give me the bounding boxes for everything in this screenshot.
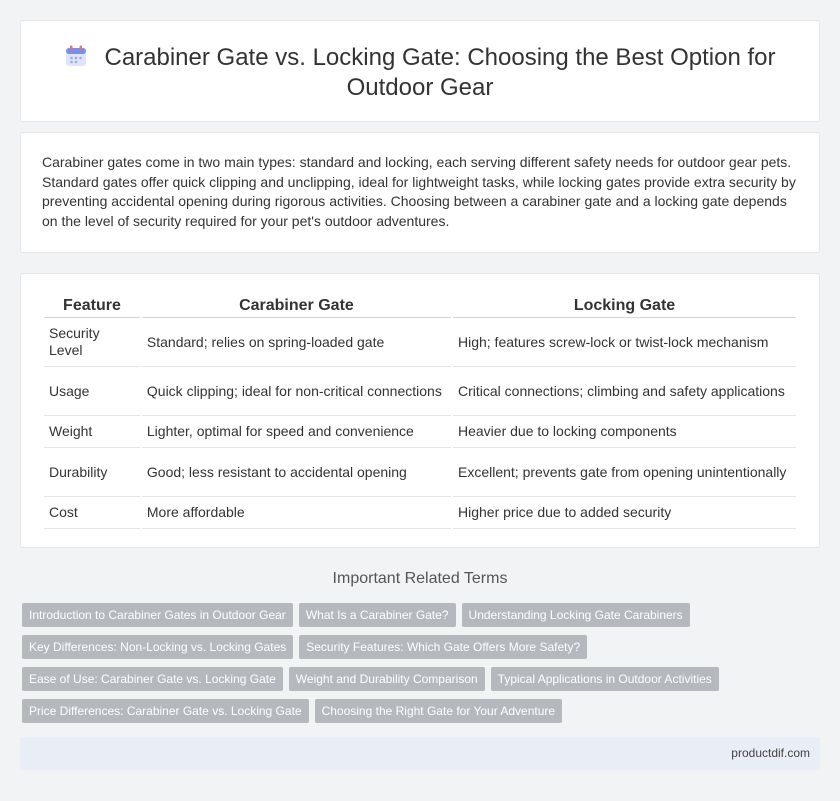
related-term-tag[interactable]: What Is a Carabiner Gate? [299, 603, 456, 627]
table-row [44, 367, 796, 416]
tag-row [22, 635, 822, 659]
table-cell: Good; less resistant to accidental opening [142, 448, 451, 497]
table-cell: Usage [44, 367, 140, 416]
footer [20, 737, 820, 770]
related-term-tag[interactable]: Choosing the Right Gate for Your Adventure [315, 699, 563, 723]
table-cell: Durability [44, 448, 140, 497]
related-term-tag[interactable]: Security Features: Which Gate Offers More Safety? [299, 635, 587, 659]
related-term-tag[interactable]: Introduction to Carabiner Gates in Outdoor Gear [22, 603, 293, 627]
calendar-icon [64, 44, 88, 68]
related-terms-heading: Important Related Terms [332, 570, 508, 587]
tag-row [22, 603, 822, 627]
table-cell: Higher price due to added security [453, 497, 796, 529]
table-row [44, 318, 796, 367]
related-term-tag[interactable]: Typical Applications in Outdoor Activities [491, 667, 719, 691]
table-cell: Standard; relies on spring-loaded gate [142, 318, 451, 367]
intro-card [20, 132, 820, 253]
table-row [44, 448, 796, 497]
tag-row [22, 667, 822, 691]
related-terms-tags [22, 603, 822, 731]
table-cell: Excellent; prevents gate from opening unintentionally [453, 448, 796, 497]
page-title-wrap [21, 43, 819, 103]
related-term-tag[interactable]: Price Differences: Carabiner Gate vs. Locking Gate [22, 699, 309, 723]
comparison-table [42, 294, 798, 529]
header-card [20, 20, 820, 122]
table-cell: Heavier due to locking components [453, 416, 796, 448]
table-cell: Security Level [44, 318, 140, 367]
related-term-tag[interactable]: Ease of Use: Carabiner Gate vs. Locking Gate [22, 667, 283, 691]
table-row [44, 416, 796, 448]
related-term-tag[interactable]: Key Differences: Non-Locking vs. Locking Gates [22, 635, 293, 659]
tag-row [22, 699, 822, 723]
related-term-tag[interactable]: Weight and Durability Comparison [289, 667, 485, 691]
table-cell: Quick clipping; ideal for non-critical connections [142, 367, 451, 416]
header-feature: Feature [44, 294, 140, 318]
header-carabiner-gate: Carabiner Gate [142, 294, 451, 318]
table-header-row [44, 294, 796, 318]
footer-site-link[interactable]: productdif.com [731, 746, 810, 760]
comparison-card [20, 273, 820, 548]
table-cell: High; features screw-lock or twist-lock mechanism [453, 318, 796, 367]
header-locking-gate: Locking Gate [453, 294, 796, 318]
table-row [44, 497, 796, 529]
page-title: Carabiner Gate vs. Locking Gate: Choosing the Best Option for Outdoor Gear [104, 44, 776, 101]
table-cell: Weight [44, 416, 140, 448]
table-cell: More affordable [142, 497, 451, 529]
intro-paragraph: Carabiner gates come in two main types: standard and locking, each serving different safety needs for outdoor gear pets. Standard gates offer quick clipping and unclipping, ideal for lightweight tasks, while locking gates provide extra security by preventing accidental opening during rigorous activities. Choosing between a carabiner gate and a locking gate depends on the level of security required for your pet's outdoor adventures. [42, 154, 796, 229]
table-cell: Lighter, optimal for speed and convenience [142, 416, 451, 448]
table-cell: Critical connections; climbing and safety applications [453, 367, 796, 416]
table-cell: Cost [44, 497, 140, 529]
related-term-tag[interactable]: Understanding Locking Gate Carabiners [462, 603, 690, 627]
